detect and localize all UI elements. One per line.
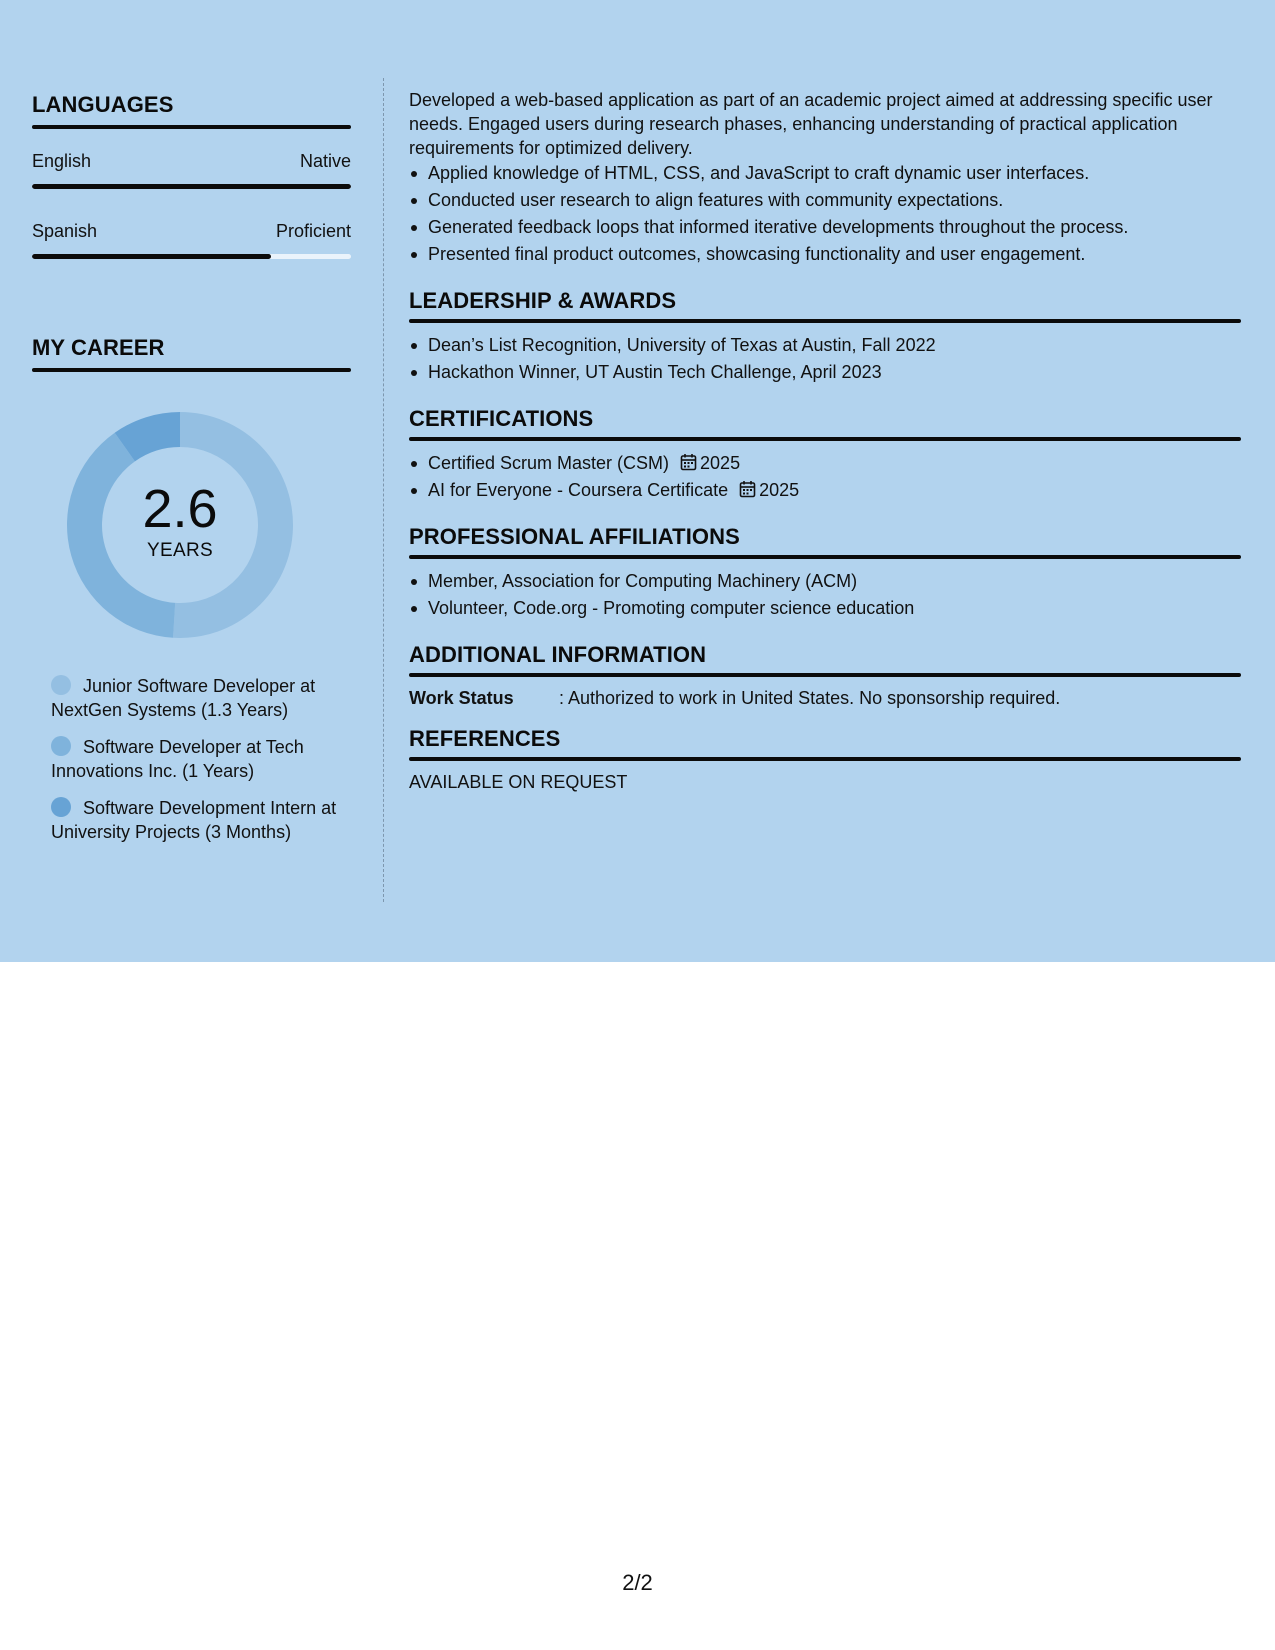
references-section — [409, 726, 1241, 794]
leadership-heading: LEADERSHIP & AWARDS — [409, 288, 677, 313]
career-total-unit: YEARS — [147, 540, 213, 561]
leadership-rule — [409, 319, 1241, 323]
language-item — [32, 151, 351, 189]
career-total-years: 2.6 — [142, 479, 218, 539]
list-item: Hackathon Winner, UT Austin Tech Challenge, April 2023 — [409, 359, 1241, 386]
certification-year: 2025 — [759, 480, 800, 500]
additional-heading: ADDITIONAL INFORMATION — [409, 642, 707, 667]
legend-item — [51, 796, 341, 844]
calendar-icon — [739, 480, 756, 498]
career-rule — [32, 368, 351, 372]
affiliations-rule — [409, 555, 1241, 559]
list-item: Applied knowledge of HTML, CSS, and JavaScript to craft dynamic user interfaces. — [409, 160, 1241, 187]
career-donut-chart — [67, 412, 293, 638]
references-text: AVAILABLE ON REQUEST — [409, 772, 628, 792]
legend-dot — [51, 675, 71, 695]
list-item: Member, Association for Computing Machinery (ACM) — [409, 568, 1241, 595]
list-item: Presented final product outcomes, showcasing functionality and user engagement. — [409, 241, 1241, 268]
language-level: Native — [299, 151, 351, 171]
legend-dot — [51, 736, 71, 756]
work-status-label: Work Status — [409, 688, 514, 708]
certification-year: 2025 — [700, 453, 741, 473]
list-item: Conducted user research to align features with community expectations. — [409, 187, 1241, 214]
languages-rule — [32, 125, 351, 129]
right-column — [409, 88, 1241, 794]
legend-item — [51, 674, 341, 722]
legend-dot — [51, 797, 71, 817]
career-heading: MY CAREER — [32, 335, 165, 360]
language-proficiency-fill — [32, 254, 271, 259]
language-level: Proficient — [275, 221, 351, 241]
additional-rule — [409, 673, 1241, 677]
list-item — [409, 450, 1241, 477]
calendar-icon — [680, 453, 697, 471]
references-rule — [409, 757, 1241, 761]
legend-item — [51, 735, 341, 783]
list-item: Volunteer, Code.org - Promoting computer science education — [409, 595, 1241, 622]
affiliations-section — [409, 524, 1241, 622]
certifications-rule — [409, 437, 1241, 441]
list-item — [409, 477, 1241, 504]
project-description: Developed a web-based application as part of an academic project aimed at addressing specific user needs. Engaged users during research phases, enhancing understanding of practical application requirements for optimized delivery. — [409, 90, 1213, 158]
languages-heading: LANGUAGES — [32, 92, 174, 117]
language-name: English — [32, 151, 92, 171]
legend-label: Junior Software Developer at NextGen Systems (1.3 Years) — [51, 676, 316, 720]
list-item: Generated feedback loops that informed iterative developments throughout the process. — [409, 214, 1241, 241]
language-item — [32, 221, 351, 259]
certification-name: Certified Scrum Master (CSM) — [428, 453, 670, 473]
column-divider — [383, 78, 384, 902]
legend-label: Software Developer at Tech Innovations Inc. (1 Years) — [51, 737, 304, 781]
language-proficiency-fill — [32, 184, 351, 189]
legend-label: Software Development Intern at University Projects (3 Months) — [51, 798, 337, 842]
work-status-value: : Authorized to work in United States. No sponsorship required. — [559, 688, 1061, 708]
language-proficiency-bar — [32, 184, 351, 189]
certifications-heading: CERTIFICATIONS — [409, 406, 594, 431]
career-legend — [51, 674, 341, 857]
leadership-section — [409, 288, 1241, 386]
certifications-section — [409, 406, 1241, 504]
additional-section — [409, 642, 1241, 710]
language-name: Spanish — [32, 221, 98, 241]
references-heading: REFERENCES — [409, 726, 561, 751]
page-number: 2/2 — [622, 1570, 653, 1595]
affiliations-heading: PROFESSIONAL AFFILIATIONS — [409, 524, 740, 549]
project-bullets — [409, 160, 1241, 268]
left-column — [32, 92, 351, 842]
work-status-row — [409, 686, 1241, 710]
list-item: Dean’s List Recognition, University of Texas at Austin, Fall 2022 — [409, 332, 1241, 359]
language-proficiency-bar — [32, 254, 351, 259]
certification-name: AI for Everyone - Coursera Certificate — [428, 480, 729, 500]
